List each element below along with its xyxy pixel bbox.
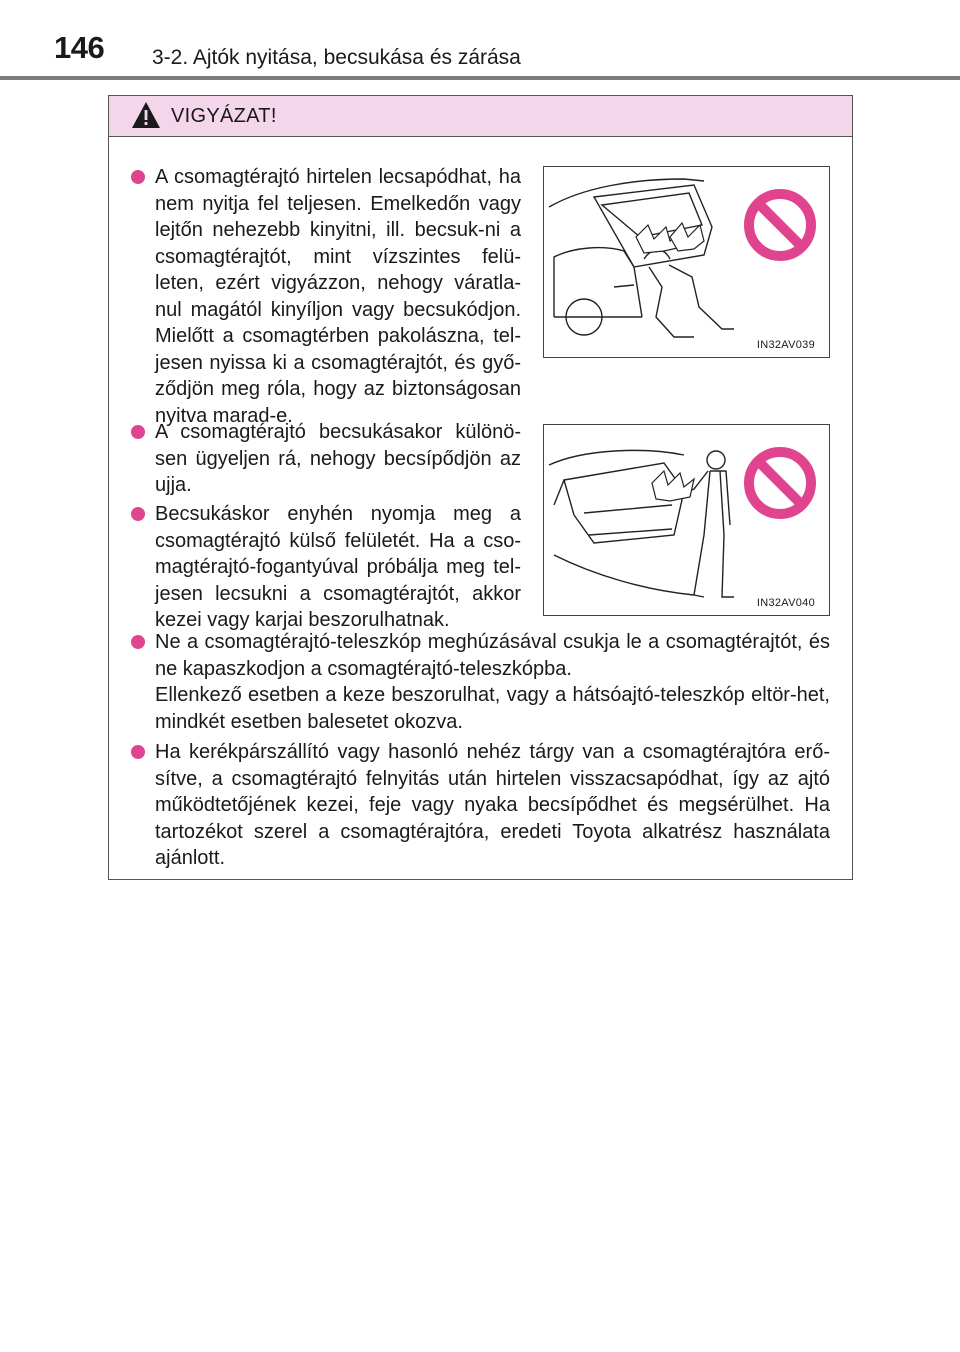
warning-item-1 <box>131 164 521 429</box>
bullet-icon <box>131 745 145 759</box>
item-paragraph: A csomagtérajtó hirtelen lecsapódhat, ha nem nyitja fel teljesen. Emelkedőn vagy lejtőn nehezebb kinyitni, ill. becsuk-ni a csomagtérajtót, mint vízszintes felü-leten, ezért vigyázzon, nehogy váratla-nul magától kinyíljon vagy becsukódjon. Mielőtt a csomagtérben pakolászna, tel-jesen nyissa ki a csomagtérajtót, és győ-ződjön meg róla, hogy az biztonságosan nyitva marad-e. <box>155 166 521 427</box>
figure-tailgate-closing <box>543 166 830 358</box>
warning-box <box>108 95 853 880</box>
section-title: 3-2. Ajtók nyitása, becsukása és zárása <box>152 46 521 69</box>
item-paragraph: Ha kerékpárszállító vagy hasonló nehéz tárgy van a csomagtérajtóra erő-sítve, a csomagtérajtó felnyitás után hirtelen visszacsapódhat, így az ajtó működtetőjének kezei, feje vagy nyaka becsípődhet és megsérülhet. Ha tartozékot szerel a csomagtérajtóra, eredeti Toyota alkatrész használata ajánlott. <box>155 741 830 869</box>
item-paragraph: Becsukáskor enyhén nyomja meg a csomagtérajtó külső felületét. Ha a cso-magtérajtó-fogantyúval próbálja meg tel-jesen lecsukni a csomagtérajtót, akkor kezei vagy karjai beszorulhatnak. <box>155 503 521 631</box>
figure-code: IN32AV039 <box>756 339 815 351</box>
figure-tailgate-pressing <box>543 424 830 616</box>
bullet-icon <box>131 635 145 649</box>
prohibition-icon <box>742 187 818 263</box>
bullet-icon <box>131 425 145 439</box>
warning-label: VIGYÁZAT! <box>171 105 277 127</box>
item-paragraph: Ne a csomagtérajtó-teleszkóp meghúzásával csukja le a csomagtérajtót, és ne kapaszkodjon a csomagtérajtó-teleszkópba. <box>155 631 830 680</box>
bullet-icon <box>131 170 145 184</box>
warning-item-3 <box>131 501 521 634</box>
warning-triangle-icon <box>131 101 161 129</box>
figure-code: IN32AV040 <box>756 597 815 609</box>
page-header <box>0 0 960 80</box>
bullet-icon <box>131 507 145 521</box>
warning-item-2 <box>131 419 521 499</box>
prohibition-icon <box>742 445 818 521</box>
warning-item-5 <box>131 739 830 872</box>
header-rule <box>0 76 960 80</box>
page-number: 146 <box>54 30 105 65</box>
warning-item-4 <box>131 629 830 735</box>
item-paragraph: A csomagtérajtó becsukásakor különö-sen ügyeljen rá, nehogy becsípődjön az ujja. <box>155 421 521 496</box>
warning-header <box>109 96 852 137</box>
item-paragraph: Ellenkező esetben a keze beszorulhat, vagy a hátsóajtó-teleszkóp eltör-het, mindkét esetben balesetet okozva. <box>155 684 830 733</box>
